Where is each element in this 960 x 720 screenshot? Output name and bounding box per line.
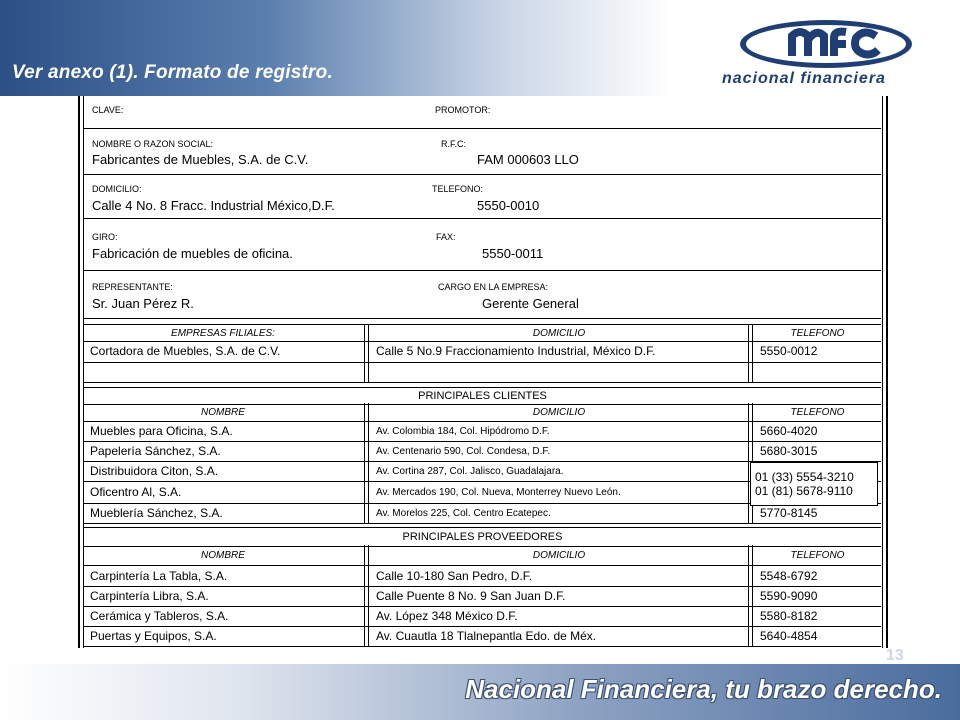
cliente-phone-mty: 01 (81) 5678-9110	[755, 484, 853, 498]
cliente-domicilio: Av. Morelos 225, Col. Centro Ecatepec.	[376, 507, 551, 519]
domicilio-label: DOMICILIO:	[92, 184, 142, 194]
registration-form	[78, 96, 888, 648]
section-domicilio	[84, 174, 881, 219]
rfc-label: R.F.C:	[441, 139, 467, 149]
proveedor-domicilio: Calle Puente 8 No. 9 San Juan D.F.	[376, 589, 566, 603]
cargo-value: Gerente General	[482, 296, 579, 311]
slide-title: Ver anexo (1). Formato de registro.	[12, 62, 333, 83]
proveedor-telefono: 5580-8182	[760, 609, 818, 623]
nafin-logo	[700, 6, 952, 96]
filial-telefono: 5550-0012	[760, 344, 818, 358]
domicilio-value: Calle 4 No. 8 Fracc. Industrial México,D.F.	[92, 198, 335, 213]
cliente-domicilio: Av. Mercados 190, Col. Nueva, Monterrey Nuevo León.	[376, 486, 621, 498]
filiales-col-name: EMPRESAS FILIALES:	[171, 327, 275, 339]
proveedor-domicilio: Av. Cuautla 18 Tlalnepantla Edo. de Méx.	[376, 629, 597, 643]
proveedores-col-name: NOMBRE	[201, 549, 245, 561]
representante-value: Sr. Juan Pérez R.	[92, 296, 194, 311]
razon-value: Fabricantes de Muebles, S.A. de C.V.	[92, 152, 309, 167]
clientes-col-telefono: TELEFONO	[790, 406, 845, 418]
cliente-name: Distribuidora Citon, S.A.	[90, 464, 219, 478]
clave-label: CLAVE:	[92, 105, 124, 115]
slide-footer	[0, 664, 960, 720]
clientes-col-name: NOMBRE	[201, 406, 245, 418]
proveedores-col-domicilio: DOMICILIO	[532, 549, 586, 561]
representante-label: REPRESENTANTE:	[92, 282, 173, 292]
proveedores-col-telefono: TELEFONO	[790, 549, 845, 561]
promotor-label: PROMOTOR:	[435, 105, 491, 115]
cliente-name: Oficentro Al, S.A.	[90, 485, 182, 499]
section-representante	[84, 270, 881, 319]
cliente-telefono: 5770-8145	[760, 506, 818, 520]
cliente-name: Mueblería Sánchez, S.A.	[90, 506, 223, 520]
giro-value: Fabricación de muebles de oficina.	[92, 246, 293, 261]
cliente-telefono: 5660-4020	[760, 424, 818, 438]
cliente-telefono: 5680-3015	[760, 444, 818, 458]
table-row	[84, 503, 881, 524]
table-row	[84, 565, 881, 587]
filiales-col-telefono: TELEFONO	[790, 327, 845, 339]
proveedor-domicilio: Calle 10-180 San Pedro, D.F.	[376, 568, 533, 583]
proveedor-name: Cerámica y Tableros, S.A.	[90, 609, 229, 623]
giro-label: GIRO:	[92, 232, 118, 242]
table-row	[84, 340, 881, 363]
fax-label: FAX:	[436, 232, 456, 242]
proveedor-name: Puertas y Equipos, S.A.	[90, 629, 217, 643]
cliente-name: Papelería Sánchez, S.A.	[90, 444, 221, 458]
proveedor-name: Carpintería Libra, S.A.	[90, 589, 209, 603]
section-clave	[84, 96, 881, 129]
cargo-label: CARGO EN LA EMPRESA:	[438, 282, 549, 292]
proveedor-telefono: 5640-4854	[760, 629, 818, 643]
logo-text: nacional financiera	[722, 70, 886, 87]
telefono-value: 5550-0010	[477, 198, 540, 213]
table-row	[84, 441, 881, 462]
page-number: 13	[886, 647, 904, 664]
cliente-domicilio: Av. Cortina 287, Col. Jalisco, Guadalajara.	[376, 465, 564, 477]
razon-label: NOMBRE O RAZON SOCIAL:	[92, 139, 214, 149]
table-row	[84, 626, 881, 647]
cliente-domicilio: Av. Colombia 184, Col. Hipódromo D.F.	[376, 425, 550, 437]
table-row-empty	[84, 362, 881, 383]
proveedores-header-row	[84, 545, 881, 566]
fax-value: 5550-0011	[482, 246, 544, 261]
clientes-title: PRINCIPALES CLIENTES	[84, 387, 881, 405]
filial-name: Cortadora de Muebles, S.A. de C.V.	[90, 344, 281, 358]
proveedor-telefono: 5590-9090	[760, 589, 818, 603]
footer-slogan: Nacional Financiera, tu brazo derecho.	[465, 674, 942, 704]
table-row	[84, 586, 881, 607]
proveedores-title: PRINCIPALES PROVEEDORES	[84, 527, 881, 547]
clientes-col-domicilio: DOMICILIO	[532, 406, 586, 418]
table-row	[84, 421, 881, 442]
proveedor-name: Carpintería La Tabla, S.A.	[90, 568, 228, 583]
clientes-header-row	[84, 403, 881, 422]
cliente-phone-gdl: 01 (33) 5554-3210	[755, 470, 854, 484]
slide-header	[0, 0, 960, 96]
cliente-name: Muebles para Oficina, S.A.	[90, 424, 233, 438]
filial-domicilio: Calle 5 No.9 Fraccionamiento Industrial, México D.F.	[376, 344, 656, 358]
cliente-phones-box	[750, 462, 878, 506]
section-giro	[84, 218, 881, 271]
rfc-value: FAM 000603 LLO	[477, 152, 579, 167]
section-razon-social	[84, 128, 881, 175]
telefono-label: TELEFONO:	[432, 184, 484, 194]
table-row	[84, 606, 881, 627]
proveedor-telefono: 5548-6792	[760, 568, 818, 583]
proveedor-domicilio: Av. López 348 México D.F.	[376, 609, 518, 623]
cliente-domicilio: Av. Centenario 590, Col. Condesa, D.F.	[376, 445, 551, 457]
filiales-col-domicilio: DOMICILIO	[532, 327, 586, 339]
